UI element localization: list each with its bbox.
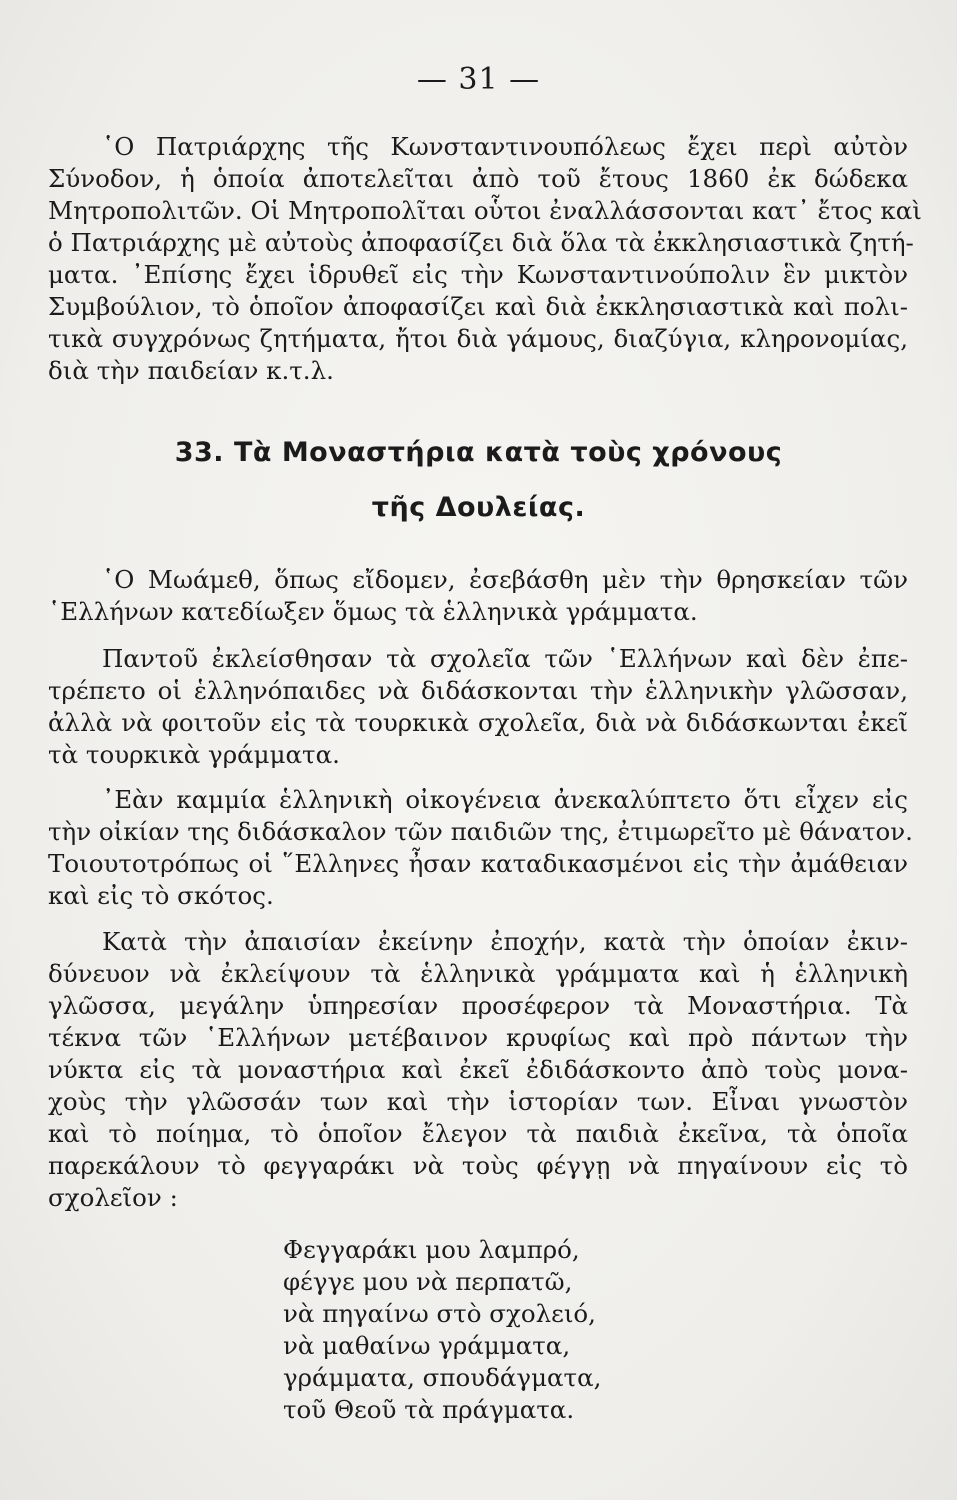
text-line: Μητροπολιτῶν. Οἱ Μητροπολῖται οὗτοι ἐναλλάσσονται κατ᾽ ἔτος καὶ: [48, 196, 922, 225]
text-line: διὰ τὴν παιδείαν κ.τ.λ.: [48, 356, 334, 385]
text-line: τὰ τουρκικὰ γράμματα.: [48, 740, 340, 769]
text-line: δύνευον νὰ ἐκλείψουν τὰ ἑλληνικὰ γράμματα καὶ ἡ ἑλληνικὴ: [48, 959, 908, 988]
text-line: νύκτα εἰς τὰ μοναστήρια καὶ ἐκεῖ ἐδιδάσκοντο ἀπὸ τοὺς μονα-: [48, 1055, 908, 1084]
text-line: ματα. ᾽Επίσης ἔχει ἱδρυθεῖ εἰς τὴν Κωνσταντινούπολιν ἓν μικτὸν: [48, 260, 908, 289]
poem-line: νὰ πηγαίνω στὸ σχολειό,: [283, 1299, 596, 1328]
section-heading-line-2: τῆς Δουλείας.: [371, 492, 586, 523]
poem-line: τοῦ Θεοῦ τὰ πράγματα.: [283, 1395, 575, 1424]
text-line: γλῶσσα, μεγάλην ὑπηρεσίαν προσέφερον τὰ Μοναστήρια. Τὰ: [48, 991, 908, 1020]
text-line: σχολεῖον :: [48, 1183, 178, 1212]
text-line: ἀλλὰ νὰ φοιτοῦν εἰς τὰ τουρκικὰ σχολεῖα, διὰ νὰ διδάσκωνται ἐκεῖ: [48, 708, 908, 737]
poem-line: Φεγγαράκι μου λαμπρό,: [283, 1235, 580, 1264]
text-line: τικὰ συγχρόνως ζητήματα, ἤτοι διὰ γάμους, διαζύγια, κληρονομίας,: [48, 324, 908, 353]
text-line: Κατὰ τὴν ἀπαισίαν ἐκείνην ἐποχήν, κατὰ τὴν ὁποίαν ἐκιν-: [102, 927, 908, 956]
text-line: Τοιουτοτρόπως οἱ ῞Ελληνες ἦσαν καταδικασμένοι εἰς τὴν ἀμάθειαν: [48, 849, 908, 878]
poem-line: νὰ μαθαίνω γράμματα,: [283, 1331, 571, 1360]
text-line: τέκνα τῶν ῾Ελλήνων μετέβαινον κρυφίως καὶ πρὸ πάντων τὴν: [48, 1023, 908, 1052]
text-line: ῾Ο Πατριάρχης τῆς Κωνσταντινουπόλεως ἔχει περὶ αὐτὸν: [102, 132, 908, 161]
text-line: καὶ εἰς τὸ σκότος.: [48, 881, 274, 910]
text-line: καὶ τὸ ποίημα, τὸ ὁποῖον ἔλεγον τὰ παιδιὰ ἐκεῖνα, τὰ ὁποῖα: [48, 1119, 908, 1148]
text-line: ᾽Εὰν καμμία ἑλληνικὴ οἰκογένεια ἀνεκαλύπτετο ὅτι εἶχεν εἰς: [102, 785, 908, 814]
section-heading-line-1: 33. Τὰ Μοναστήρια κατὰ τοὺς χρόνους: [174, 437, 783, 468]
text-line: ῾Ο Μωάμεθ, ὅπως εἴδομεν, ἐσεβάσθη μὲν τὴν θρησκείαν τῶν: [102, 565, 908, 594]
text-line: Σύνοδον, ἡ ὁποία ἀποτελεῖται ἀπὸ τοῦ ἔτους 1860 ἐκ δώδεκα: [48, 164, 908, 193]
page-number: — 31 —: [416, 62, 541, 97]
text-line: τρέπετο οἱ ἑλληνόπαιδες νὰ διδάσκονται τὴν ἑλληνικὴν γλῶσσαν,: [48, 676, 908, 705]
text-line: Παντοῦ ἐκλείσθησαν τὰ σχολεῖα τῶν ῾Ελλήνων καὶ δὲν ἐπε-: [102, 644, 908, 673]
text-line: Συμβούλιον, τὸ ὁποῖον ἀποφασίζει καὶ διὰ ἐκκλησιαστικὰ καὶ πολι-: [48, 292, 908, 321]
text-line: τὴν οἰκίαν της διδάσκαλον τῶν παιδιῶν της, ἐτιμωρεῖτο μὲ θάνατον.: [48, 817, 913, 846]
text-line: χοὺς τὴν γλῶσσάν των καὶ τὴν ἱστορίαν των. Εἶναι γνωστὸν: [48, 1087, 908, 1116]
text-line: ῾Ελλήνων κατεδίωξεν ὅμως τὰ ἑλληνικὰ γράμματα.: [48, 597, 698, 626]
text-line: ὁ Πατριάρχης μὲ αὐτοὺς ἀποφασίζει διὰ ὅλα τὰ ἐκκλησιαστικὰ ζητή-: [48, 228, 914, 257]
poem-line: φέγγε μου νὰ περπατῶ,: [283, 1267, 573, 1296]
poem-line: γράμματα, σπουδάγματα,: [283, 1363, 602, 1392]
text-line: παρεκάλουν τὸ φεγγαράκι νὰ τοὺς φέγγῃ νὰ πηγαίνουν εἰς τὸ: [48, 1151, 908, 1180]
